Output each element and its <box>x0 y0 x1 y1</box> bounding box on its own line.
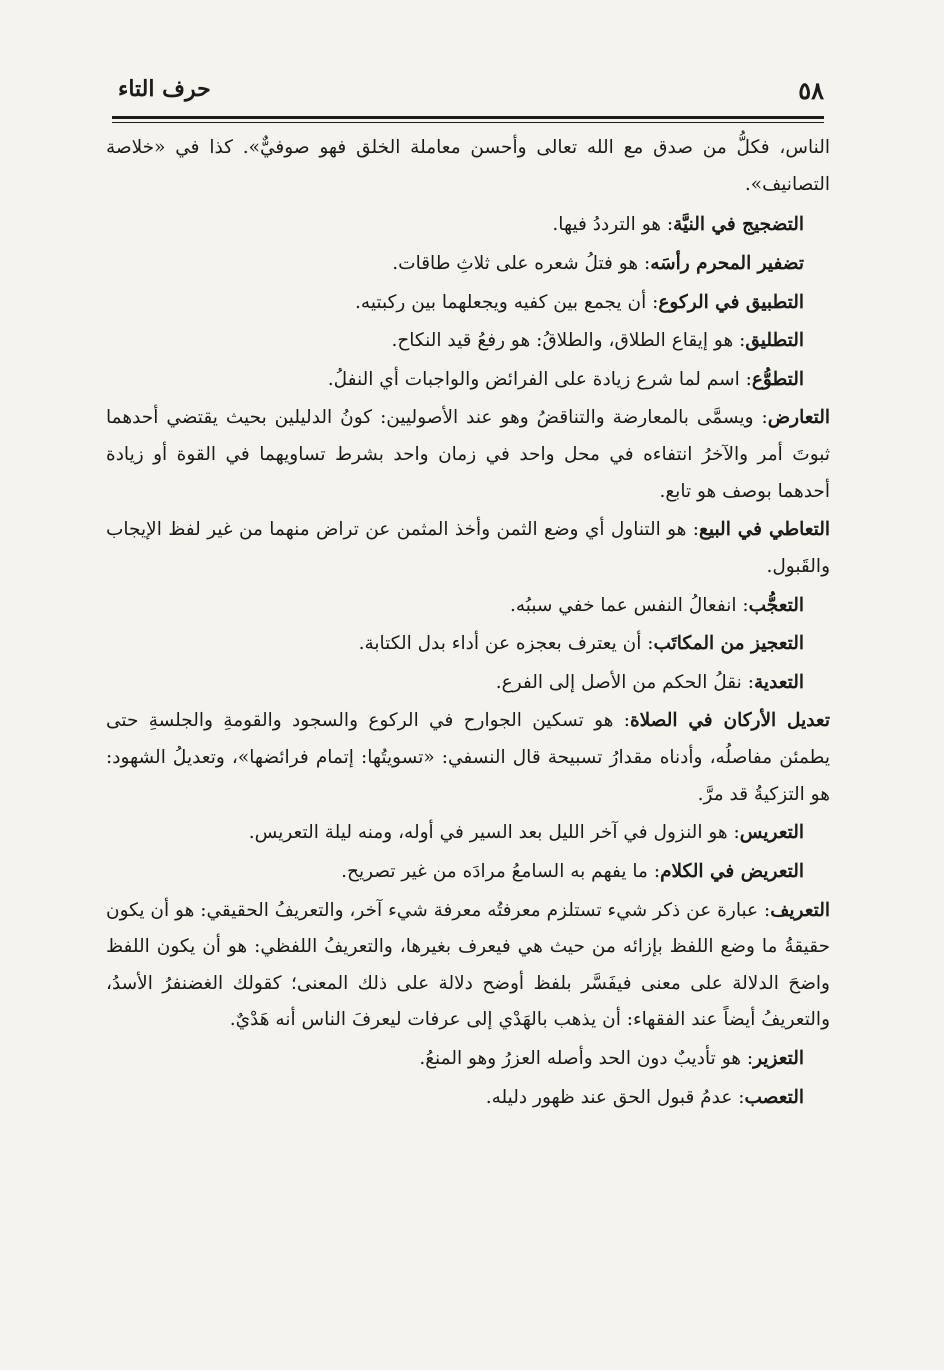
header-rule-thin <box>112 122 824 123</box>
continuation-paragraph: الناس، فكلُّ من صدق مع الله تعالى وأحسن معاملة الخلق فهو صوفيٌّ». كذا في «خلاصة التصانيف». <box>106 137 830 195</box>
glossary-entry <box>106 854 830 891</box>
entry-term: التعدية <box>753 671 804 693</box>
glossary-entry <box>106 588 830 625</box>
glossary-entry <box>106 362 830 399</box>
running-title: حرف التاء <box>118 76 211 102</box>
entry-definition: : ويسمَّى بالمعارضة والتناقضُ وهو عند الأصوليين: كونُ الدليلين بحيث يقتضي أحدهما ثبوتَ أمر والآخرُ انتفاءه في محل واحد في زمان واحد بشرط تساويهما في القوة أو زيادة أحدهما بوصف هو تابع. <box>106 407 830 502</box>
entry-definition: : عدمُ قبول الحق عند ظهور دليله. <box>485 1086 745 1108</box>
entry-definition: : هو تأديبٌ دون الحد وأصله العزرُ وهو المنعُ. <box>419 1048 754 1069</box>
glossary-entry <box>106 512 830 585</box>
entry-term: التطليق <box>745 330 804 352</box>
entry-term: التعارض <box>767 407 830 429</box>
glossary-entry <box>106 1041 830 1078</box>
entry-definition: : ما يفهم به السامعُ مرادَه من غير تصريح. <box>341 860 661 882</box>
entry-definition: : أن يعترف بعجزه عن أداء بدل الكتابة. <box>358 633 654 655</box>
entry-term: التطوُّع <box>751 368 804 390</box>
glossary-entry <box>106 1080 830 1117</box>
glossary-entry <box>106 285 830 322</box>
entry-term: التضجيج في النيَّة <box>673 214 804 236</box>
entry-term: التعريف <box>770 899 830 921</box>
page-body <box>106 130 830 1118</box>
page-number: ٥٨ <box>798 76 824 105</box>
glossary-entry <box>106 703 830 813</box>
entry-definition: : اسم لما شرع زيادة على الفرائض والواجبات أي النفلُ. <box>327 368 752 390</box>
glossary-entry <box>106 400 830 510</box>
entry-term: التعزير <box>753 1048 804 1069</box>
entry-term: التعريس <box>739 822 804 844</box>
entry-definition: : نقلُ الحكم من الأصل إلى الفرع. <box>495 671 754 693</box>
entry-term: التعريض في الكلام <box>660 860 804 882</box>
glossary-entry <box>106 207 830 244</box>
entry-term: التعجيز من المكاتَب <box>653 633 804 655</box>
entry-term: تعديل الأركان في الصلاة <box>629 710 831 732</box>
entry-definition: : هو فتلُ شعره على ثلاثِ طاقات. <box>392 252 651 274</box>
entry-term: التعاطي في البيع <box>699 519 831 541</box>
page-header <box>118 76 824 110</box>
entry-definition: : هو الترددُ فيها. <box>552 214 674 236</box>
entry-term: التعصب <box>744 1086 804 1108</box>
glossary-entries <box>106 207 830 1116</box>
glossary-entry <box>106 626 830 663</box>
glossary-entry <box>106 665 830 702</box>
entry-term: التعجُّب <box>748 594 804 616</box>
entry-definition: : أن يجمع بين كفيه ويجعلهما بين ركبتيه. <box>355 291 659 313</box>
header-rule-thick <box>112 116 824 119</box>
entry-definition: : انفعالُ النفس عما خفي سببُه. <box>509 594 749 616</box>
glossary-entry <box>106 893 830 1040</box>
entry-term: التطبيق في الركوع <box>658 291 804 313</box>
entry-definition: : هو تسكين الجوارح في الركوع والسجود والقومةِ والجلسةِ حتى يطمئن مفاصلُه، وأدناه مقدارُ تسبيحة قال النسفي: «تسويتُها: إتمام فرائضها»، وتعديلُ الشهود: هو التزكيةُ قد مرَّ. <box>106 710 830 805</box>
glossary-entry <box>106 815 830 852</box>
glossary-entry <box>106 246 830 283</box>
glossary-entry <box>106 323 830 360</box>
entry-term: تضفير المحرم رأسَه <box>650 252 804 274</box>
entry-definition: : هو إيقاع الطلاق، والطلاقُ: هو رفعُ قيد النكاح. <box>391 330 746 352</box>
entry-definition: : هو التناول أي وضع الثمن وأخذ المثمن عن تراض منهما من غير لفظ الإيجاب والقَبول. <box>106 519 830 577</box>
entry-definition: : عبارة عن ذكر شيء تستلزم معرفتُه معرفة شيء آخر، والتعريفُ الحقيقي: هو أن يكون حقيقةُ ما وضع اللفظ بإزائه من حيث هي فيعرف بغيرها، والتعريفُ اللفظي: هو أن يكون اللفظ واضحَ الدلالة على معنى فيفَسَّر بلفظ أوضح دلالة على ذلك المعنى؛ كقولك الغضنفرُ الأسدُ، والتعريفُ أيضاً عند الفقهاء: أن يذهب بالهَدْي إلى عرفات ليعرفَ الناس أنه هَدْيٌ. <box>106 899 830 1031</box>
entry-definition: : هو النزول في آخر الليل بعد السير في أوله، ومنه ليلة التعريس. <box>248 822 740 844</box>
